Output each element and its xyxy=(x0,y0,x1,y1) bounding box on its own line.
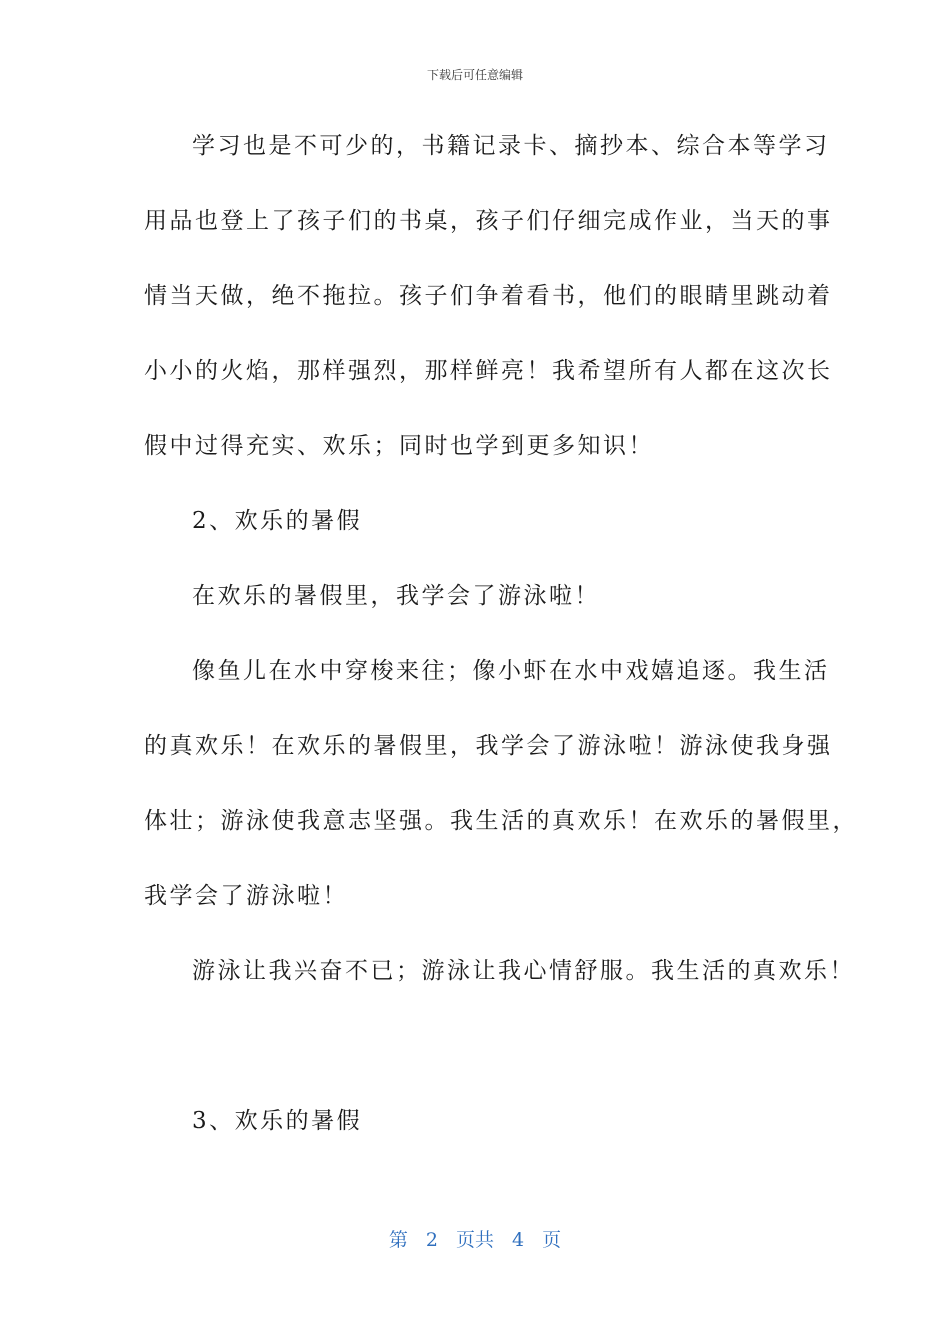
footer-di: 第 xyxy=(388,1229,408,1251)
section-heading: 3、欢乐的暑假 xyxy=(192,1108,363,1134)
paragraph-line: 体壮；游泳使我意志坚强。我生活的真欢乐！在欢乐的暑假里， xyxy=(144,808,858,834)
paragraph-line: 像鱼儿在水中穿梭来往；像小虾在水中戏嬉追逐。我生活 xyxy=(192,658,830,684)
page-footer xyxy=(0,1225,950,1252)
footer-total-pages: 4 xyxy=(512,1229,525,1251)
paragraph-line: 的真欢乐！在欢乐的暑假里，我学会了游泳啦！游泳使我身强 xyxy=(144,733,833,759)
document-body xyxy=(144,122,858,1172)
paragraph-line: 我学会了游泳啦！ xyxy=(144,883,348,909)
page-header: 下载后可任意编辑 xyxy=(426,68,523,82)
paragraph-line: 假中过得充实、欢乐；同时也学到更多知识！ xyxy=(144,433,654,459)
paragraph-line: 游泳让我兴奋不已；游泳让我心情舒服。我生活的真欢乐！ xyxy=(192,958,855,984)
footer-current-page: 2 xyxy=(425,1229,438,1251)
blank-line xyxy=(144,1022,812,1097)
paragraph-line: 用品也登上了孩子们的书桌，孩子们仔细完成作业，当天的事 xyxy=(144,208,833,234)
footer-ye-gong: 页共 xyxy=(455,1229,494,1251)
paragraph-line: 小小的火焰，那样强烈，那样鲜亮！我希望所有人都在这次长 xyxy=(144,358,833,384)
section-heading: 2、欢乐的暑假 xyxy=(192,508,363,534)
paragraph-line: 学习也是不可少的，书籍记录卡、摘抄本、综合本等学习 xyxy=(192,133,830,159)
paragraph-line: 在欢乐的暑假里，我学会了游泳啦！ xyxy=(192,583,600,609)
paragraph-line: 情当天做，绝不拖拉。孩子们争着看书，他们的眼睛里跳动着 xyxy=(144,283,833,309)
footer-ye: 页 xyxy=(542,1229,562,1251)
